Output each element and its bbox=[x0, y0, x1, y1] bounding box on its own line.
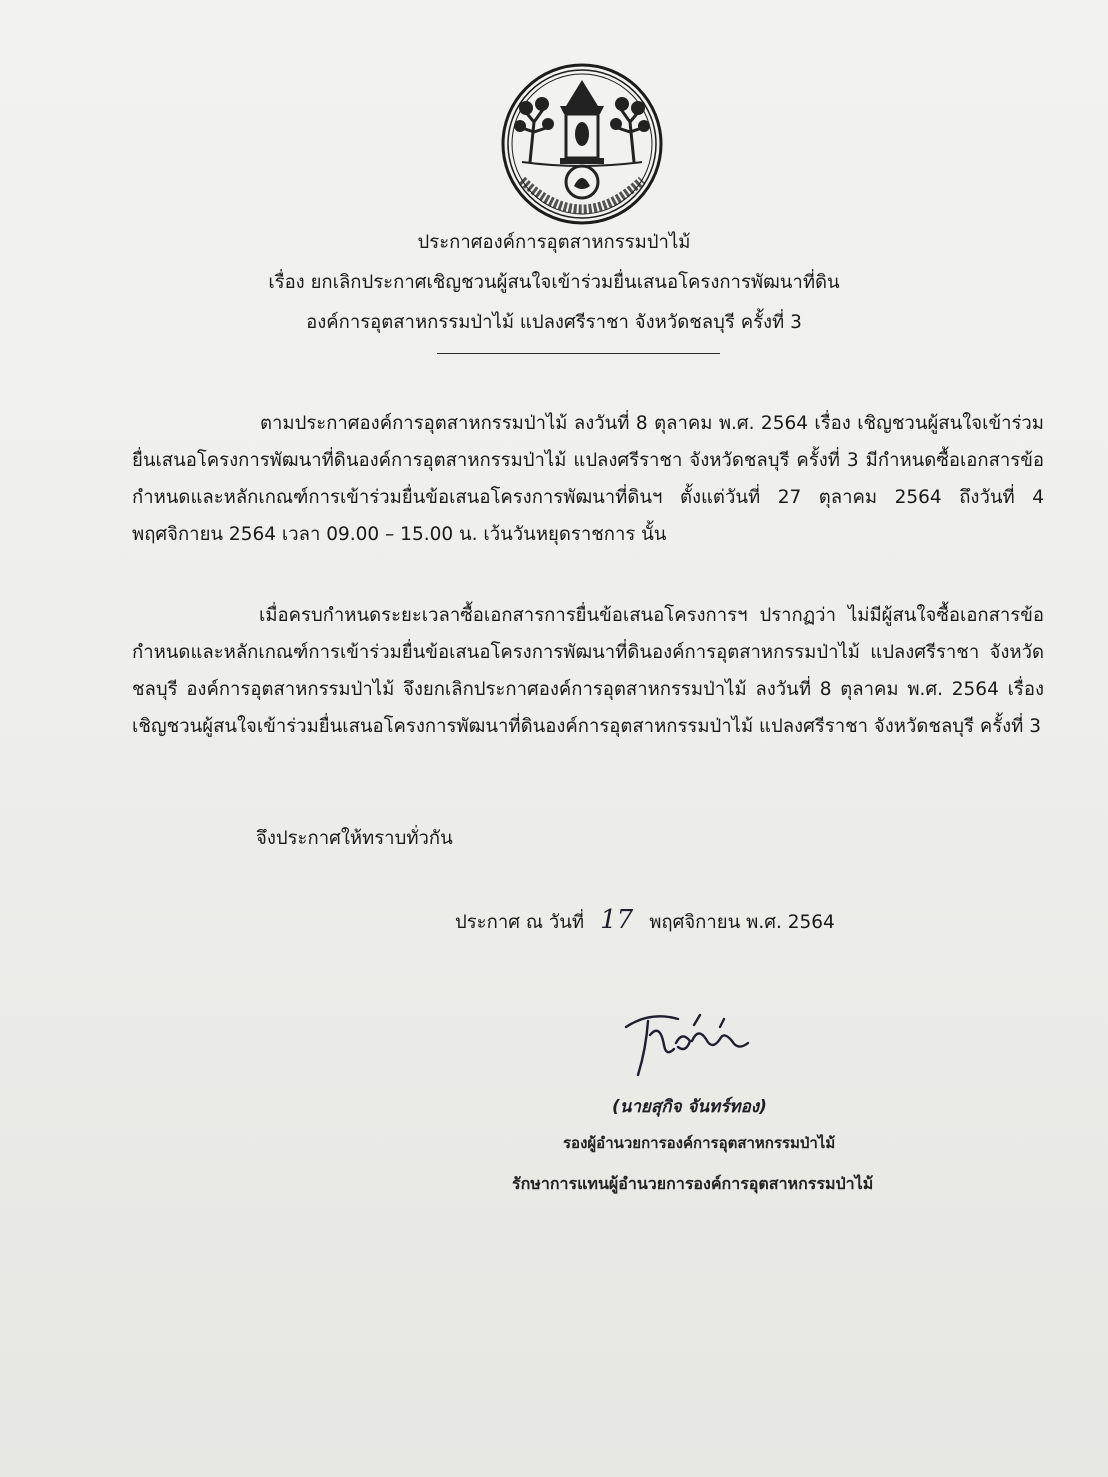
signatory-position: รองผู้อำนวยการองค์การอุตสาหกรรมป่าไม้ bbox=[563, 1134, 836, 1152]
date-day-handwritten: 17 bbox=[600, 905, 634, 935]
date-suffix: พฤศจิกายน พ.ศ. 2564 bbox=[649, 912, 835, 933]
signatory-acting-position: รักษาการแทนผู้อำนวยการองค์การอุตสาหกรรมป่าไม้ bbox=[512, 1174, 874, 1193]
organization-seal-icon bbox=[500, 62, 664, 226]
header-divider bbox=[437, 353, 720, 354]
announcement-subject: เรื่อง ยกเลิกประกาศเชิญชวนผู้สนใจเข้าร่วมยื่นเสนอโครงการพัฒนาที่ดิน bbox=[268, 272, 840, 293]
announcement-date bbox=[455, 905, 835, 937]
body-paragraph-3: จึงประกาศให้ทราบทั่วกัน bbox=[256, 828, 453, 849]
body-paragraph-2: เมื่อครบกำหนดระยะเวลาซื้อเอกสารการยื่นข้อเสนอโครงการฯ ปรากฏว่า ไม่มีผู้สนใจซื้อเอกสารข้อกำหนดและหลักเกณฑ์การเข้าร่วมยื่นข้อเสนอโครงการพัฒนาที่ดินองค์การอุตสาหกรรมป่าไม้ แปลงศรีราชา จังหวัดชลบุรี องค์การอุตสาหกรรมป่าไม้ จึงยกเลิกประกาศองค์การอุตสาหกรรมป่าไม้ ลงวันที่ 8 ตุลาคม พ.ศ. 2564 เรื่อง เชิญชวนผู้สนใจเข้าร่วมยื่นเสนอโครงการพัฒนาที่ดินองค์การอุตสาหกรรมป่าไม้ แปลงศรีราชา จังหวัดชลบุรี ครั้งที่ 3 bbox=[132, 605, 1044, 737]
date-prefix: ประกาศ ณ วันที่ bbox=[455, 912, 585, 933]
handwritten-signature-icon bbox=[620, 1005, 770, 1083]
announcement-title: ประกาศองค์การอุตสาหกรรมป่าไม้ bbox=[417, 232, 691, 253]
announcement-subject-continued: องค์การอุตสาหกรรมป่าไม้ แปลงศรีราชา จังหวัดชลบุรี ครั้งที่ 3 bbox=[306, 312, 802, 333]
body-paragraph-1: ตามประกาศองค์การอุตสาหกรรมป่าไม้ ลงวันที่ 8 ตุลาคม พ.ศ. 2564 เรื่อง เชิญชวนผู้สนใจเข้าร่วมยื่นเสนอโครงการพัฒนาที่ดินองค์การอุตสาหกรรมป่าไม้ แปลงศรีราชา จังหวัดชลบุรี ครั้งที่ 3 มีกำหนดซื้อเอกสารข้อกำหนดและหลักเกณฑ์การเข้าร่วมยื่นข้อเสนอโครงการพัฒนาที่ดินฯ ตั้งแต่วันที่ 27 ตุลาคม 2564 ถึงวันที่ 4 พฤศจิกายน 2564 เวลา 09.00 – 15.00 น. เว้นวันหยุดราชการ นั้น bbox=[132, 413, 1044, 545]
signatory-name: (นายสุกิจ จันทร์ทอง) bbox=[612, 1097, 767, 1117]
